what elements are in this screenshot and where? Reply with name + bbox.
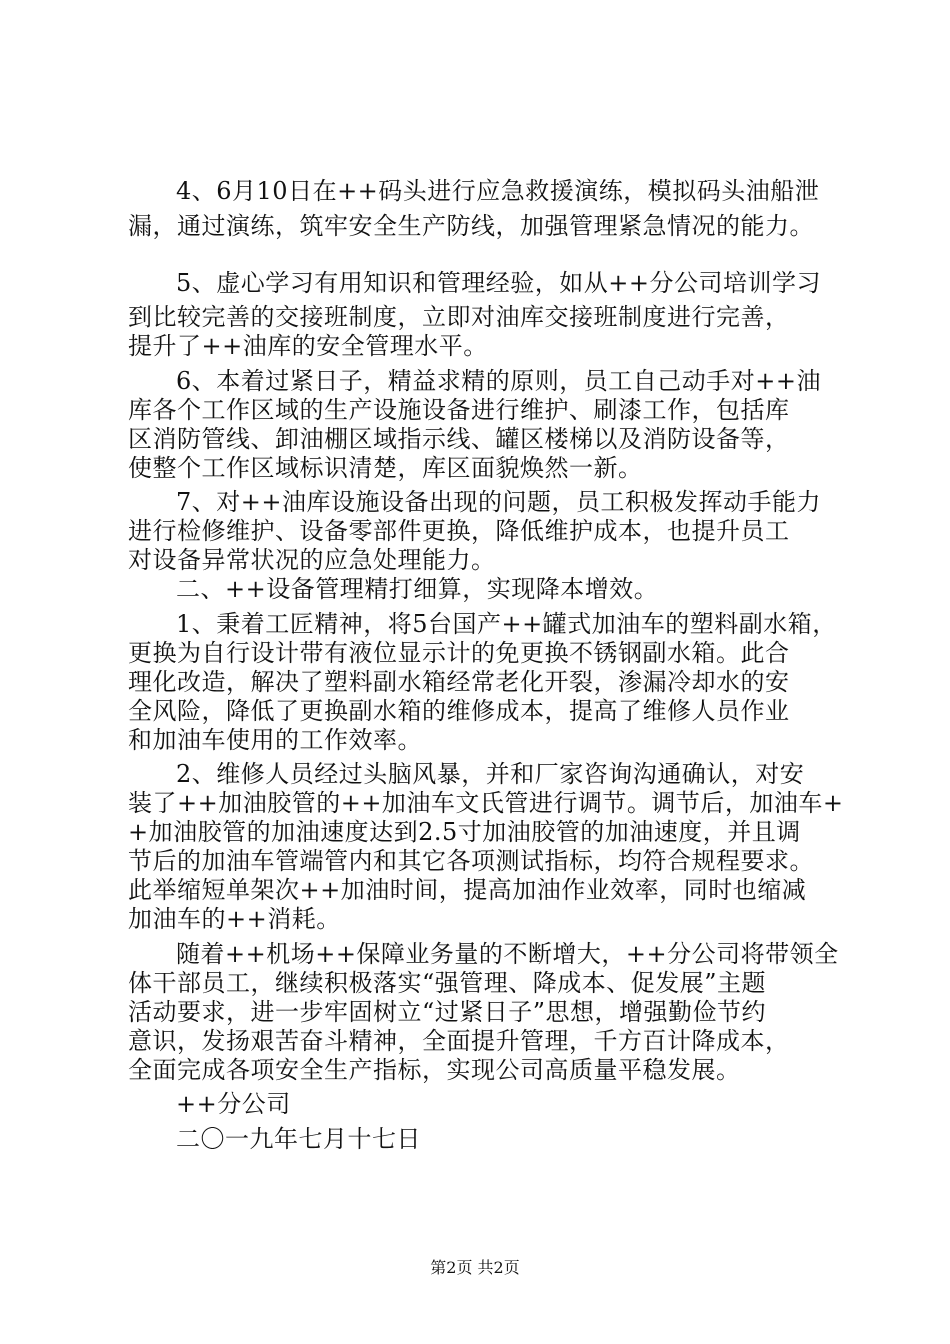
section-two-item-1-line-3: 理化改造，解决了塑料副水箱经常老化开裂，渗漏冷却水的安	[128, 668, 790, 696]
section-two-item-2-line-2: 装了++加油胶管的++加油车文氏管进行调节。调节后，加油车+	[128, 789, 844, 817]
paragraph-4-line-2: 漏，通过演练，筑牢安全生产防线，加强管理紧急情况的能力。	[128, 212, 814, 240]
signature-date: 二〇一九年七月十七日	[176, 1125, 421, 1153]
paragraph-7-line-3: 对设备异常状况的应急处理能力。	[128, 546, 496, 574]
closing-paragraph-line-5: 全面完成各项安全生产指标，实现公司高质量平稳发展。	[128, 1056, 741, 1084]
section-two-item-1-line-1: 1、秉着工匠精神，将5台国产++罐式加油车的塑料副水箱，	[176, 610, 837, 638]
section-two-item-2-line-5: 此举缩短单架次++加油时间，提高加油作业效率，同时也缩减	[128, 876, 807, 904]
closing-paragraph-line-2: 体干部员工，继续积极落实“强管理、降成本、促发展”主题	[128, 969, 767, 997]
paragraph-6-line-1: 6、本着过紧日子，精益求精的原则，员工自己动手对++油	[176, 367, 821, 395]
paragraph-5-line-1: 5、虚心学习有用知识和管理经验，如从++分公司培训学习	[176, 269, 821, 297]
paragraph-7-line-1: 7、对++油库设施设备出现的问题，员工积极发挥动手能力	[176, 488, 821, 516]
paragraph-5-line-3: 提升了++油库的安全管理水平。	[128, 332, 488, 360]
closing-paragraph-line-1: 随着++机场++保障业务量的不断增大，++分公司将带领全	[176, 940, 839, 968]
section-two-item-1-line-2: 更换为自行设计带有液位显示计的免更换不锈钢副水箱。此合	[128, 639, 790, 667]
paragraph-6-line-2: 库各个工作区域的生产设施设备进行维护、刷漆工作，包括库	[128, 396, 790, 424]
paragraph-6-line-3: 区消防管线、卸油棚区域指示线、罐区楼梯以及消防设备等，	[128, 425, 790, 453]
section-two-item-1-line-5: 和加油车使用的工作效率。	[128, 726, 422, 754]
section-two-heading: 二、++设备管理精打细算，实现降本增效。	[176, 575, 659, 603]
signature-company: ++分公司	[176, 1090, 291, 1118]
closing-paragraph-line-4: 意识，发扬艰苦奋斗精神，全面提升管理，千方百计降成本，	[128, 1027, 790, 1055]
paragraph-7-line-2: 进行检修维护、设备零部件更换，降低维护成本，也提升员工	[128, 517, 790, 545]
paragraph-4-line-1: 4、6月10日在++码头进行应急救援演练，模拟码头油船泄	[176, 177, 820, 205]
section-two-item-2-line-1: 2、维修人员经过头脑风暴，并和厂家咨询沟通确认，对安	[176, 760, 805, 788]
section-two-item-2-line-6: 加油车的++消耗。	[128, 905, 341, 933]
page-number-footer: 第2页 共2页	[430, 1258, 520, 1277]
section-two-item-2-line-3: +加油胶管的加油速度达到2.5寸加油胶管的加油速度，并且调	[128, 818, 801, 846]
section-two-item-1-line-4: 全风险，降低了更换副水箱的维修成本，提高了维修人员作业	[128, 697, 790, 725]
paragraph-6-line-4: 使整个工作区域标识清楚，库区面貌焕然一新。	[128, 454, 643, 482]
section-two-item-2-line-4: 节后的加油车管端管内和其它各项测试指标，均符合规程要求。	[128, 847, 814, 875]
paragraph-5-line-2: 到比较完善的交接班制度，立即对油库交接班制度进行完善，	[128, 303, 790, 331]
closing-paragraph-line-3: 活动要求，进一步牢固树立“过紧日子”思想，增强勤俭节约	[128, 998, 767, 1026]
